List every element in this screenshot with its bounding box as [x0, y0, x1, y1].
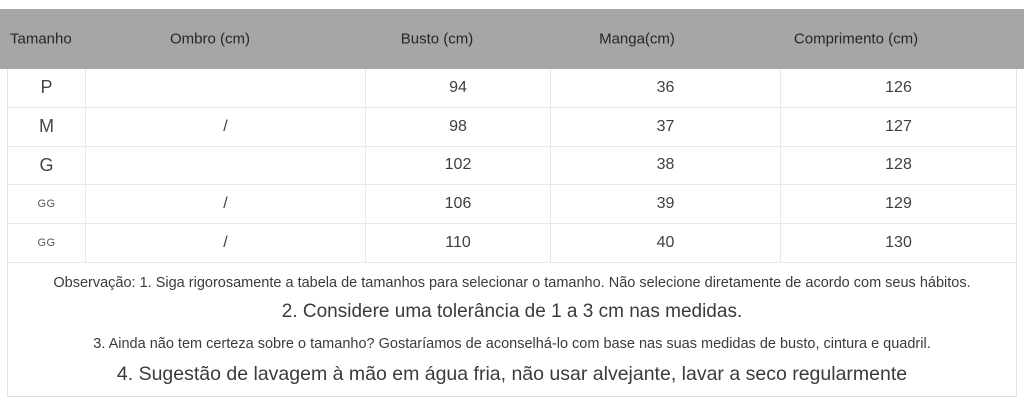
cell-ombro	[86, 69, 366, 107]
cell-tamanho: GG	[8, 224, 86, 262]
size-table-body	[7, 69, 1017, 397]
note-line-4: 4. Sugestão de lavagem à mão em água fria, não usar alvejante, lavar a seco regularmente	[116, 362, 908, 385]
cell-manga: 36	[551, 69, 781, 107]
cell-manga: 40	[551, 224, 781, 262]
table-row-gg2	[8, 224, 1016, 263]
cell-manga: 37	[551, 108, 781, 146]
note-line-1: Observação: 1. Siga rigorosamente a tabela de tamanhos para selecionar o tamanho. Não selecione diretamente de acordo com seus hábitos.	[53, 274, 971, 291]
cell-comprimento: 129	[885, 195, 912, 213]
cell-ombro: /	[86, 185, 366, 223]
table-row-gg1	[8, 185, 1016, 224]
cell-busto: 110	[366, 224, 551, 262]
table-row-g	[8, 147, 1016, 186]
table-row-p	[8, 69, 1016, 108]
cell-tamanho: M	[8, 108, 86, 146]
cell-ombro: /	[86, 108, 366, 146]
cell-tamanho: P	[8, 69, 86, 107]
cell-ombro: /	[86, 224, 366, 262]
cell-comprimento: 130	[885, 234, 912, 252]
note-line-2: 2. Considere uma tolerância de 1 a 3 cm nas medidas.	[281, 300, 743, 322]
cell-comprimento: 128	[885, 156, 912, 174]
cell-tamanho: G	[8, 147, 86, 185]
cell-manga: 38	[551, 147, 781, 185]
table-header-row	[0, 9, 1024, 69]
cell-tamanho: GG	[8, 185, 86, 223]
column-header-tamanho: Tamanho	[10, 30, 72, 48]
column-header-ombro: Ombro (cm)	[170, 30, 250, 48]
cell-busto: 106	[366, 185, 551, 223]
column-header-manga: Manga(cm)	[599, 30, 675, 48]
cell-ombro	[86, 147, 366, 185]
cell-manga: 39	[551, 185, 781, 223]
cell-comprimento: 127	[885, 117, 912, 135]
note-line-3: 3. Ainda não tem certeza sobre o tamanho? Gostaríamos de aconselhá-lo com base nas suas medidas de busto, cintura e quadril.	[93, 335, 931, 352]
cell-busto: 102	[366, 147, 551, 185]
notes-section	[8, 263, 1016, 396]
column-header-comprimento: Comprimento (cm)	[793, 30, 919, 48]
table-row-m	[8, 108, 1016, 147]
column-header-busto: Busto (cm)	[400, 30, 474, 48]
cell-busto: 98	[366, 108, 551, 146]
cell-busto: 94	[366, 69, 551, 107]
cell-comprimento: 126	[885, 78, 912, 96]
